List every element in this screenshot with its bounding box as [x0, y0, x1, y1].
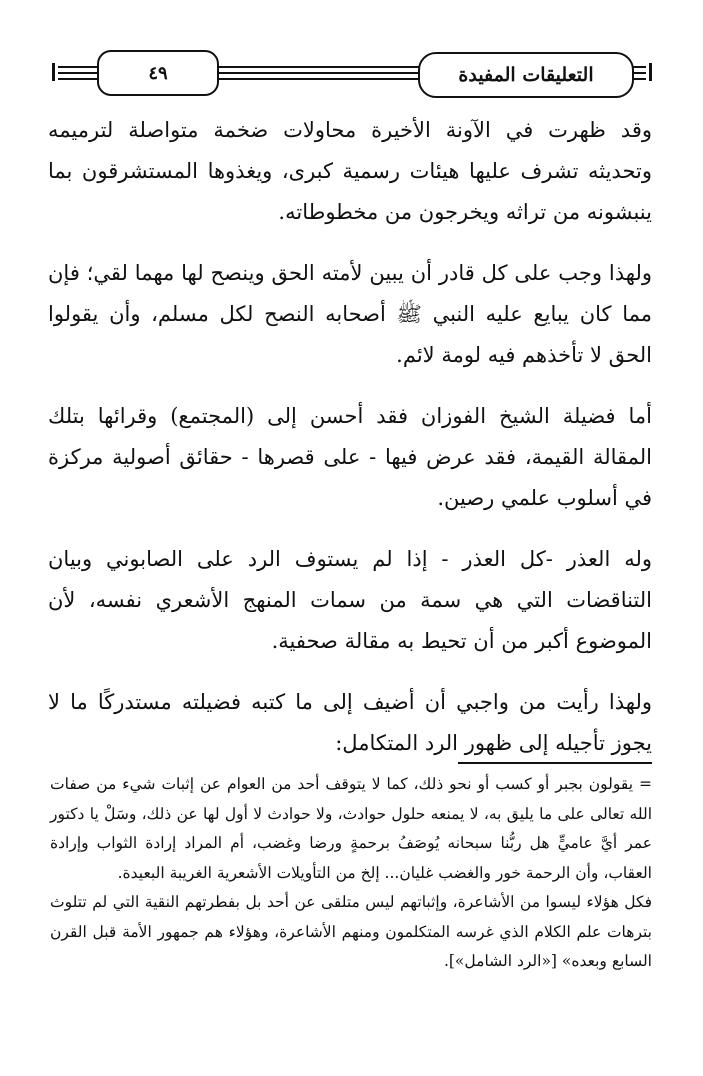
footnote: = يقولون بجبر أو كسب أو نحو ذلك، كما لا يتوقف أحد من العوام عن إثبات شيء من صفات الله تعالى على ما يليق به، لا يمنعه حلول حوادث، ولا حوادث لا أول لها عن ذلك، وسَلْ يا دكتور عمر أيَّ عاميٍّ هل ربُّنا سبحانه يُوصَفُ برحمةٍ ورضا وغضب، أم المراد إرادة الثواب وإرادة العقاب، وأن الرحمة خور والغضب غليان... إلخ من التأويلات الأشعرية الغريبة البعيدة.: [50, 775, 652, 882]
footnotes: [50, 770, 652, 977]
footnote: فكل هؤلاء ليسوا من الأشاعرة، وإثباتهم ليس متلقى عن أحد بل بفطرتهم النقية التي لم تتلوث بترهات علم الكلام الذي غرسه المتكلمون ومنهم الأشاعرة، وهؤلاء هم جمهور الأمة قبل القرن السابع وبعده» [«الرد الشامل»].: [50, 893, 652, 970]
page-number: ٤٩: [97, 50, 219, 96]
paragraph: ولهذا رأيت من واجبي أن أضيف إلى ما كتبه فضيلته مستدركًا ما لا يجوز تأجيله إلى ظهور الرد المتكامل:: [48, 690, 652, 755]
paragraph: وقد ظهرت في الآونة الأخيرة محاولات ضخمة متواصلة لترميمه وتحديثه تشرف عليها هيئات رسمية كبرى، ويغذوها المستشرقون بما ينبشونه من تراثه ويخرجون من مخطوطاته.: [48, 118, 652, 224]
main-text: [48, 110, 652, 784]
paragraph: وله العذر -كل العذر - إذا لم يستوف الرد على الصابوني وبيان التناقضات التي هي سمة من سمات المنهج الأشعري نفسه، لأن الموضوع أكبر من أن تحيط به مقالة صحفية.: [48, 547, 652, 653]
paragraph: أما فضيلة الشيخ الفوزان فقد أحسن إلى (المجتمع) وقرائها بتلك المقالة القيمة، فقد عرض فيها - على قصرها - حقائق أصولية مركزة في أسلوب علمي رصين.: [48, 404, 652, 510]
paragraph: ولهذا وجب على كل قادر أن يبين لأمته الحق وينصح لها مهما لقي؛ فإن مما كان يبايع عليه النبي ﷺ أصحابه النصح لكل مسلم، وأن يقولوا الحق لا تأخذهم فيه لومة لائم.: [48, 261, 652, 367]
book-title: التعليقات المفيدة: [418, 52, 634, 98]
page-header: [52, 46, 652, 104]
footnote-divider: [458, 762, 652, 764]
